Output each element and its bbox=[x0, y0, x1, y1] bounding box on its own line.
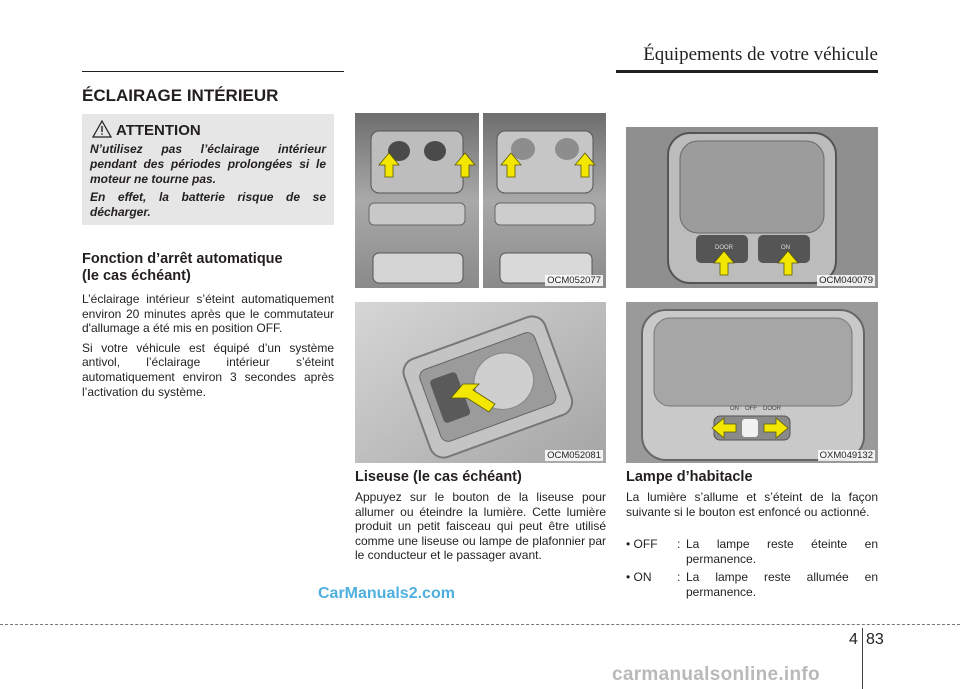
type-b-image bbox=[626, 288, 878, 463]
auto-off-text-2: Si votre véhicule est équipé d’un système antivol, l’éclairage intérieur s’éteint automatiquement environ 3 secondes après l’activation du système. bbox=[82, 340, 334, 399]
rear-image-code: OCM052081 bbox=[547, 450, 601, 461]
type-b-switch-off: OFF bbox=[745, 406, 757, 412]
auto-off-title-1: Fonction d’arrêt automatique bbox=[82, 251, 283, 267]
page-number: 83 bbox=[866, 631, 884, 648]
caution-text-1: N’utilisez pas l’éclairage intérieur pendant des périodes prolongées si le moteur ne tourne pas. bbox=[90, 142, 326, 186]
room-lamp-item-off-value: La lampe reste éteinte en permanence. bbox=[686, 537, 878, 566]
front-lamp-image bbox=[355, 113, 606, 288]
header-title: Équipements de votre véhicule bbox=[643, 44, 878, 65]
type-a-image-code: OCM040079 bbox=[819, 275, 873, 286]
type-b-image-code: OXM049132 bbox=[819, 450, 873, 461]
type-a-door-button: DOOR bbox=[715, 245, 733, 251]
type-a-image bbox=[626, 113, 878, 288]
room-lamp-item-off-sep: : bbox=[677, 537, 681, 551]
room-lamp-item-on-value: La lampe reste allumée en permanence. bbox=[686, 570, 878, 599]
type-a-on-button: ON bbox=[781, 245, 790, 251]
warning-triangle-icon bbox=[92, 120, 112, 138]
footer-dashed-rule bbox=[0, 624, 960, 625]
reading-lamp-text: Appuyez sur le bouton de la liseuse pour allumer ou éteindre la lumière. Cette lumière produit un petit faisceau qui peut être utilisé comme une liseuse ou lampe de plafonnier par le conducteur et le passager avant. bbox=[355, 490, 606, 563]
auto-off-title-2: (le cas échéant) bbox=[82, 268, 191, 284]
section-title: ÉCLAIRAGE INTÉRIEUR bbox=[82, 86, 279, 105]
room-lamp-title: Lampe d’habitacle bbox=[626, 469, 753, 485]
rear-lamp-image bbox=[355, 288, 606, 463]
reading-lamp-title: Liseuse (le cas échéant) bbox=[355, 469, 522, 485]
caution-box bbox=[82, 114, 334, 225]
room-lamp-item-on-key: • ON bbox=[626, 570, 652, 584]
page-separator bbox=[862, 628, 863, 689]
type-b-switch-door: DOOR bbox=[763, 406, 781, 412]
caution-title: ATTENTION bbox=[116, 122, 201, 139]
page-section: 4 bbox=[849, 631, 858, 648]
header-rule bbox=[616, 70, 878, 73]
watermark-top[interactable]: CarManuals2.com bbox=[318, 585, 455, 602]
room-lamp-item-on-sep: : bbox=[677, 570, 681, 584]
caution-text-2: En effet, la batterie risque de se décharger. bbox=[90, 190, 326, 219]
auto-off-text-1: L’éclairage intérieur s’éteint automatiquement environ 20 minutes après que le commutateur d'allumage a été mis en position OFF. bbox=[82, 292, 334, 336]
reading-lamp-section bbox=[355, 469, 606, 563]
header-rule-thin bbox=[82, 71, 344, 72]
front-image-code: OCM052077 bbox=[547, 275, 601, 286]
auto-off-section bbox=[82, 251, 334, 399]
type-b-switch-on: ON bbox=[730, 406, 739, 412]
room-lamp-item-off-key: • OFF bbox=[626, 537, 658, 551]
room-lamp-section bbox=[626, 469, 878, 519]
watermark-bottom[interactable]: carmanualsonline.info bbox=[612, 664, 820, 685]
room-lamp-text: La lumière s’allume et s’éteint de la façon suivante si le bouton est enfoncé ou actionné. bbox=[626, 490, 878, 519]
